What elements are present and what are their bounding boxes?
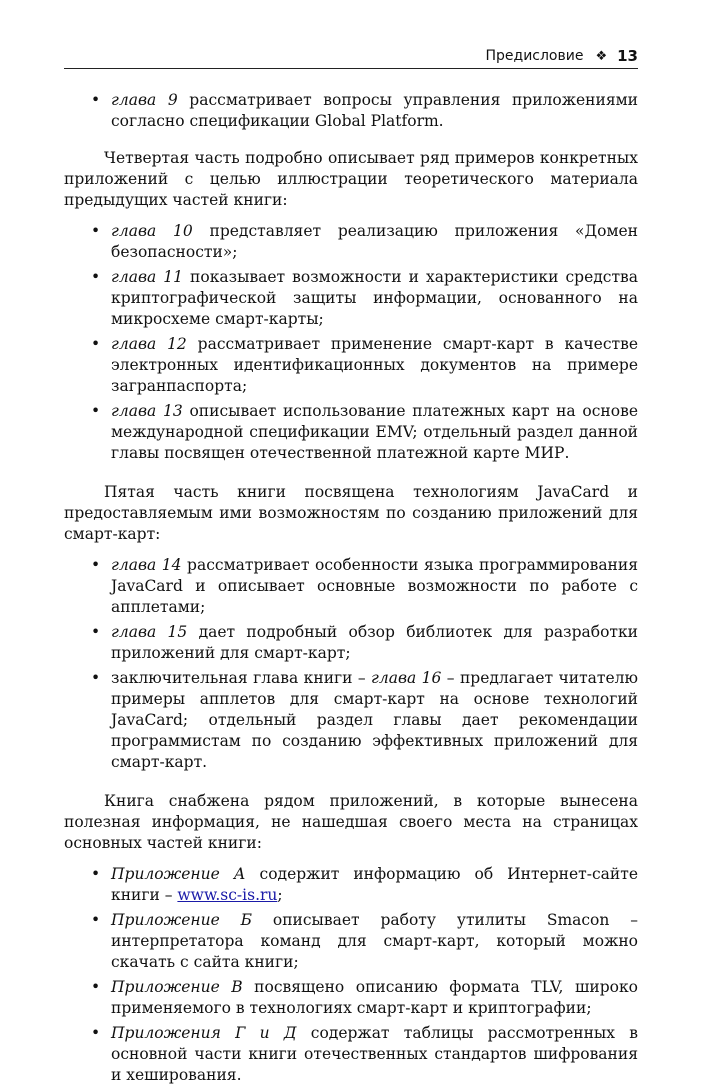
- appendix-ref: Приложение В: [111, 978, 243, 996]
- list-item: [64, 622, 638, 664]
- chapter-ref: глава 10: [111, 222, 193, 240]
- item-text: рассматривает применение смарт-карт в качестве электронных идентификационных документов на примере загранпаспорта;: [111, 335, 638, 395]
- chapter-ref: глава 15: [111, 623, 188, 641]
- item-text: рассматривает особенности языка программирования JavaCard и описывает основные возможности по работе с апплетами;: [111, 556, 638, 616]
- list-item: [64, 221, 638, 263]
- page-body: [64, 90, 638, 1090]
- part4-intro: Четвертая часть подробно описывает ряд примеров конкретных приложений с целью иллюстрации теоретического материала предыдущих частей книги:: [64, 149, 638, 209]
- bullet-icon: •: [91, 623, 101, 641]
- chapter-title: Предисловие: [485, 48, 584, 64]
- list-item: [64, 401, 638, 464]
- site-link[interactable]: www.sc-is.ru: [177, 886, 278, 904]
- appendix-list: [64, 864, 638, 1086]
- item-text: рассматривает вопросы управления приложениями согласно спецификации Global Platform.: [111, 91, 638, 130]
- item-text: представляет реализацию приложения «Домен безопасности»;: [111, 222, 639, 261]
- item-text: – предлагает читателю примеры апплетов для смарт-карт на основе технологий JavaCard; отдельный раздел главы дает рекомендации программистам по созданию эффективных приложений для смарт-карт.: [111, 669, 639, 771]
- list-item: [64, 977, 638, 1019]
- bullet-icon: •: [91, 911, 101, 929]
- item-text: описывает использование платежных карт на основе международной спецификации EMV; отдельный раздел данной главы посвящен отечественной платежной карте МИР.: [111, 402, 638, 462]
- item-text: показывает возможности и характеристики средства криптографической защиты информации, основанного на микросхеме смарт-карты;: [111, 268, 639, 328]
- appendix-intro: Книга снабжена рядом приложений, в которые вынесена полезная информация, не нашедшая своего места на страницах основных частей книги:: [64, 792, 638, 852]
- list-item: [64, 334, 638, 397]
- bullet-icon: •: [91, 222, 101, 240]
- ornament-icon: ❖: [595, 48, 608, 64]
- item-text: дает подробный обзор библиотек для разработки приложений для смарт-карт;: [111, 623, 638, 662]
- appendix-ref: Приложения Г и Д: [111, 1024, 297, 1042]
- bullet-icon: •: [91, 91, 101, 109]
- bullet-icon: •: [91, 268, 101, 286]
- item-text: посвящено описанию формата TLV, широко применяемого в технологиях смарт-карт и криптографии;: [111, 978, 638, 1017]
- item-text-end: ;: [277, 886, 283, 904]
- item-text-pre: заключительная глава книги –: [111, 669, 372, 687]
- list-item: [64, 668, 638, 773]
- list-item: [64, 267, 638, 330]
- part5-section: [64, 482, 638, 773]
- running-header: [64, 44, 638, 69]
- list-item: [64, 1023, 638, 1086]
- page-number: 13: [617, 47, 638, 65]
- bullet-icon: •: [91, 1024, 101, 1042]
- part5-intro: Пятая часть книги посвящена технологиям JavaCard и предоставляемым ими возможностям по созданию приложений для смарт-карт:: [64, 483, 638, 543]
- appendix-section: [64, 791, 638, 1086]
- bullet-icon: •: [91, 978, 101, 996]
- chapter-list-part5: [64, 555, 638, 773]
- list-item: [64, 555, 638, 618]
- list-item: [64, 910, 638, 973]
- chapter-ref: глава 14: [111, 556, 182, 574]
- list-item: [64, 864, 638, 906]
- chapter-ref: глава 16: [371, 669, 442, 687]
- list-item: [64, 90, 638, 132]
- bullet-icon: •: [91, 335, 101, 353]
- chapter-list-part3-end: [64, 90, 638, 132]
- item-text: содержит информацию об Интернет-сайте книги –: [111, 865, 638, 904]
- bullet-icon: •: [91, 556, 101, 574]
- bullet-icon: •: [91, 402, 101, 420]
- appendix-ref: Приложение Б: [111, 911, 253, 929]
- chapter-ref: глава 9: [111, 91, 178, 109]
- bullet-icon: •: [91, 669, 101, 687]
- chapter-list-part4: [64, 221, 638, 464]
- item-text: описывает работу утилиты Smacon – интерпретатора команд для смарт-карт, который можно скачать с сайта книги;: [111, 911, 638, 971]
- chapter-ref: глава 11: [111, 268, 183, 286]
- chapter-ref: глава 13: [111, 402, 183, 420]
- chapter-ref: глава 12: [111, 335, 187, 353]
- item-text: содержат таблицы рассмотренных в основной части книги отечественных стандартов шифрования и хеширования.: [111, 1024, 638, 1084]
- bullet-icon: •: [91, 865, 101, 883]
- appendix-ref: Приложение А: [111, 865, 246, 883]
